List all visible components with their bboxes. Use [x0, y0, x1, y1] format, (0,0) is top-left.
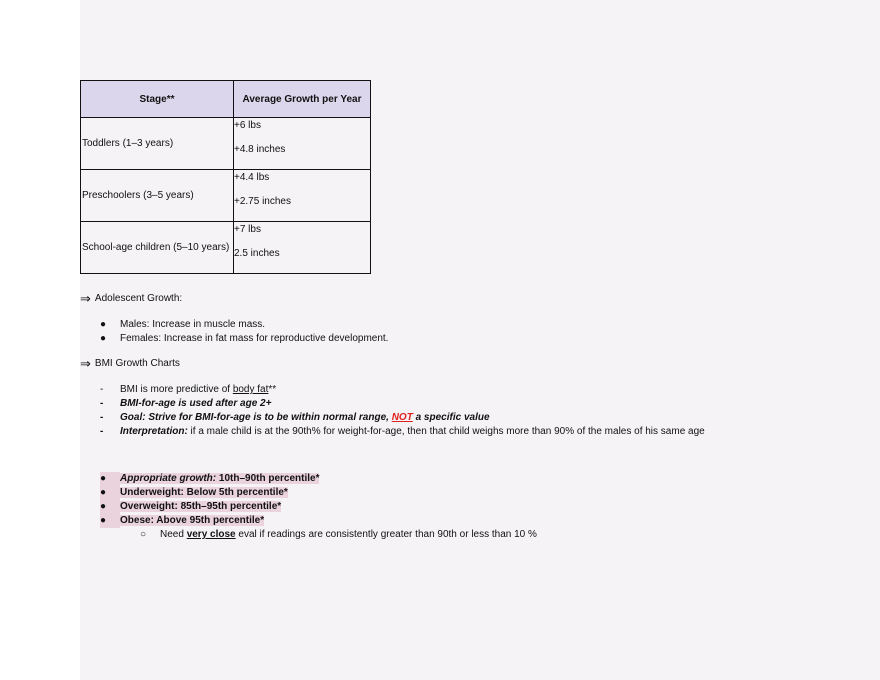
table-row — [81, 170, 371, 222]
growth-table — [80, 80, 371, 274]
stage-cell: Toddlers (1–3 years) — [81, 118, 234, 170]
table-row — [81, 118, 371, 170]
list-item: ● Appropriate growth: 10th–90th percentile* — [100, 473, 320, 484]
growth-cell — [234, 170, 371, 222]
weight-value: +7 lbs — [234, 224, 261, 235]
arrow-icon: ⇒ — [80, 355, 91, 371]
bullet-icon: ● — [100, 486, 120, 500]
list-item: - BMI-for-age is used after age 2+ — [100, 398, 272, 409]
weight-value: +6 lbs — [234, 120, 261, 131]
height-value: 2.5 inches — [234, 248, 280, 259]
stage-cell: Preschoolers (3–5 years) — [81, 170, 234, 222]
adolescent-heading — [80, 290, 183, 306]
very-close-emphasis: very close — [186, 529, 236, 540]
weight-value: +4.4 lbs — [234, 172, 270, 183]
list-item: ● Overweight: 85th–95th percentile* — [100, 501, 282, 512]
list-item: - BMI is more predictive of body fat** — [100, 384, 277, 395]
bullet-icon: ● — [100, 500, 120, 514]
height-value: +4.8 inches — [234, 144, 286, 155]
sub-list-item: ○ Need very close eval if readings are consistently greater than 90th or less than 10 % — [140, 529, 537, 540]
table-header-row — [81, 81, 371, 118]
stage-cell: School-age children (5–10 years) — [81, 222, 234, 274]
header-growth: Average Growth per Year — [234, 81, 371, 118]
bmi-heading — [80, 355, 180, 371]
list-item: ● Underweight: Below 5th percentile* — [100, 487, 288, 498]
list-item: ● Obese: Above 95th percentile* — [100, 515, 265, 526]
growth-cell — [234, 118, 371, 170]
growth-cell — [234, 222, 371, 274]
arrow-icon: ⇒ — [80, 290, 91, 306]
bmi-heading-text: BMI Growth Charts — [94, 358, 180, 369]
list-item: - Interpretation: if a male child is at the 90th% for weight-for-age, then that child weighs more than 90% of the males of his same age — [100, 426, 705, 437]
list-item: - Goal: Strive for BMI-for-age is to be within normal range, NOT a specific value — [100, 412, 490, 423]
circle-bullet-icon: ○ — [140, 529, 147, 540]
header-stage: Stage** — [81, 81, 234, 118]
not-emphasis: NOT — [391, 412, 413, 423]
bullet-icon: ● — [100, 514, 120, 528]
height-value: +2.75 inches — [234, 196, 291, 207]
list-item: ● Females: Increase in fat mass for reproductive development. — [100, 333, 389, 344]
bullet-icon: ● — [100, 472, 120, 486]
adolescent-heading-text: Adolescent Growth: — [94, 293, 183, 304]
body-fat-term: body fat — [232, 384, 269, 395]
bullet-icon: ● — [100, 333, 107, 344]
bullet-icon: ● — [100, 319, 107, 330]
list-item: ● Males: Increase in muscle mass. — [100, 319, 266, 330]
table-row — [81, 222, 371, 274]
